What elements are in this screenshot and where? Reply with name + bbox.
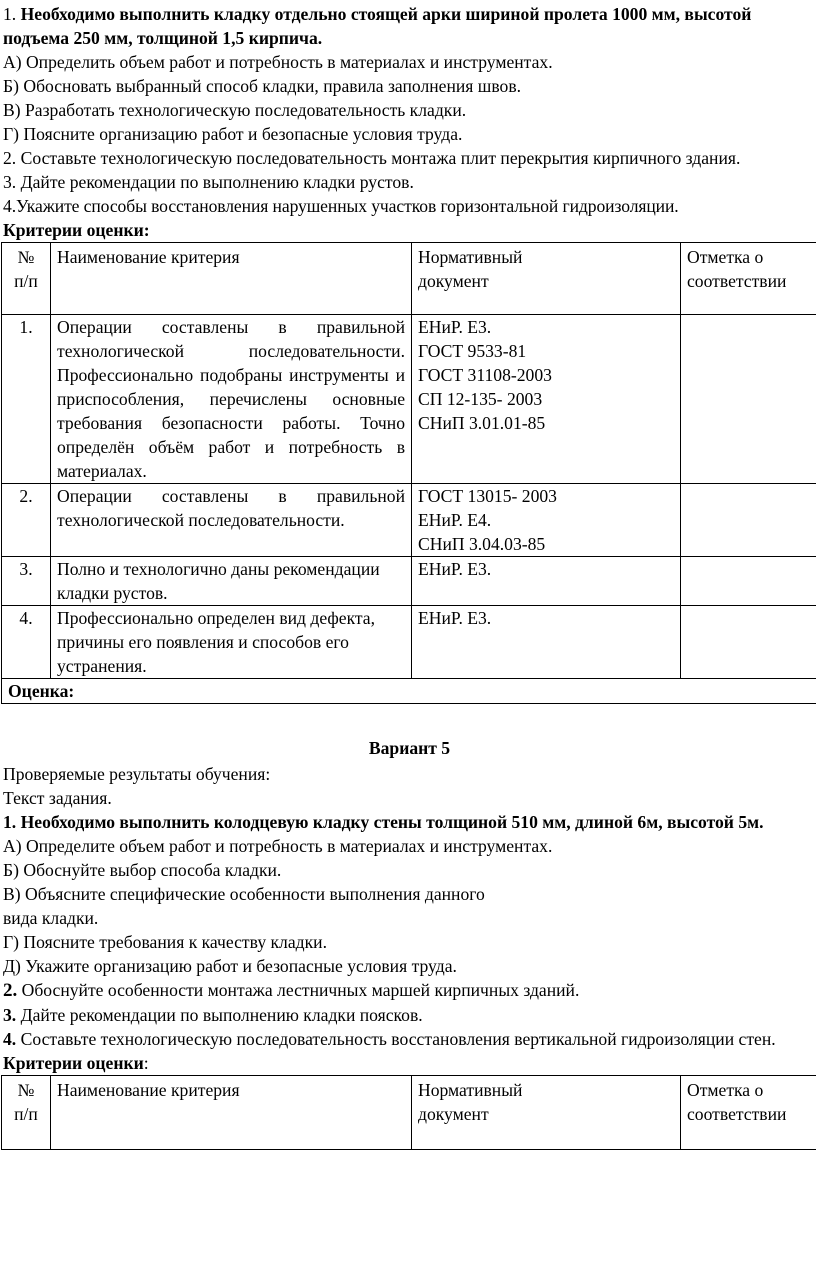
v5-task-1-item-b: Б) Обоснуйте выбор способа кладки.: [3, 860, 282, 880]
v5-task-4-text: Составьте технологическую последовательность восстановления вертикальной гидроизоляции стен.: [16, 1029, 776, 1049]
v5-task-1-item-e: Д) Укажите организацию работ и безопасные условия труда.: [3, 956, 457, 976]
v5-task-2-number: 2.: [3, 980, 18, 1001]
v5-task-1-item-c-cont: вида кладки.: [3, 908, 99, 928]
v5-criteria-title-text: Критерии оценки: [3, 1053, 144, 1073]
table-row: [2, 315, 816, 484]
v4-task-1-item-a: А) Определить объем работ и потребность в материалах и инструментах.: [3, 52, 553, 72]
v4-task-2: 2. Составьте технологическую последовательность монтажа плит перекрытия кирпичного здания.: [3, 148, 741, 168]
v4-grade-label: Оценка:: [2, 679, 816, 704]
v4-header-doc: Нормативный документ: [412, 243, 681, 315]
v4-header-name: Наименование критерия: [51, 243, 412, 315]
spacer: [0, 704, 816, 736]
v5-header-doc: Нормативный документ: [412, 1076, 681, 1150]
row-mark-cell: [681, 557, 816, 606]
table-row: [2, 557, 816, 606]
row-number: 3.: [2, 557, 51, 606]
row-documents: ГОСТ 13015- 2003 ЕНиР. Е4. СНиП 3.04.03-85: [412, 484, 681, 557]
v5-task-3-number: 3.: [3, 1005, 17, 1025]
v5-task-1: 1. Необходимо выполнить колодцевую кладку стены толщиной 510 мм, длиной 6м, высотой 5м.: [3, 812, 764, 832]
table-row: [2, 484, 816, 557]
v5-task-4: [0, 1027, 816, 1051]
v4-grade-row: [2, 679, 816, 704]
row-criterion: Профессионально определен вид дефекта, причины его появления и способов его устранения.: [51, 606, 412, 679]
v5-header-num: № п/п: [2, 1076, 51, 1150]
v5-task-text-line: Текст задания.: [3, 788, 112, 808]
v5-task-3-text: Дайте рекомендации по выполнению кладки поясков.: [16, 1005, 423, 1025]
v5-task-3: [0, 1003, 816, 1027]
v5-header-mark: Отметка о соответствии: [681, 1076, 816, 1150]
table-row: [2, 606, 816, 679]
v4-criteria-title: Критерии оценки:: [3, 220, 150, 240]
row-mark-cell: [681, 606, 816, 679]
v5-criteria-table: [1, 1075, 816, 1150]
row-number: 2.: [2, 484, 51, 557]
row-number: 4.: [2, 606, 51, 679]
row-criterion: Полно и технологично даны рекомендации кладки рустов.: [51, 557, 412, 606]
v5-criteria-title: [0, 1051, 816, 1075]
v4-task-3: 3. Дайте рекомендации по выполнению кладки рустов.: [3, 172, 414, 192]
row-documents: ЕНиР. Е3. ГОСТ 9533-81 ГОСТ 31108-2003 СП 12-135- 2003 СНиП 3.01.01-85: [412, 315, 681, 484]
v4-task-1: [0, 0, 816, 50]
row-criterion: Операции составлены в правильной технологической последовательности.: [51, 484, 412, 557]
row-mark-cell: [681, 484, 816, 557]
v4-header-num: № п/п: [2, 243, 51, 315]
v5-results-line: Проверяемые результаты обучения:: [3, 764, 271, 784]
row-mark-cell: [681, 315, 816, 484]
row-documents: ЕНиР. Е3.: [412, 606, 681, 679]
v4-task-1-item-c: В) Разработать технологическую последовательность кладки.: [3, 100, 467, 120]
v4-header-mark: Отметка о соответствии: [681, 243, 816, 315]
v4-task-1-item-b: Б) Обосновать выбранный способ кладки, правила заполнения швов.: [3, 76, 522, 96]
row-number: 1.: [2, 315, 51, 484]
v5-task-2-text: Обоснуйте особенности монтажа лестничных маршей кирпичных зданий.: [17, 980, 580, 1000]
v5-title: Вариант 5: [368, 738, 451, 758]
v4-table-header-row: [2, 243, 816, 315]
v4-task-1-number: 1.: [3, 4, 17, 24]
v4-task-4: 4.Укажите способы восстановления нарушенных участков горизонтальной гидроизоляции.: [3, 196, 679, 216]
v5-table-header-row: [2, 1076, 816, 1150]
v5-header-name: Наименование критерия: [51, 1076, 412, 1150]
v4-task-1-item-d: Г) Поясните организацию работ и безопасные условия труда.: [3, 124, 463, 144]
v5-task-1-item-a: А) Определите объем работ и потребность в материалах и инструментах.: [3, 836, 553, 856]
v5-task-1-item-c: В) Объясните специфические особенности выполнения данного: [3, 884, 485, 904]
row-criterion: Операции составлены в правильной технологической последовательности. Профессионально подобраны инструменты и приспособления, перечислены основные требования безопасности работы. Точно определён объём работ и потребность в материалах.: [51, 315, 412, 484]
v5-task-4-number: 4.: [3, 1029, 17, 1049]
v5-task-1-item-d: Г) Поясните требования к качеству кладки.: [3, 932, 327, 952]
v5-task-2: [0, 978, 816, 1003]
v4-criteria-table: [1, 242, 816, 704]
row-documents: ЕНиР. Е3.: [412, 557, 681, 606]
v5-criteria-colon: :: [143, 1053, 149, 1073]
v4-task-1-text: Необходимо выполнить кладку отдельно стоящей арки шириной пролета 1000 мм, высотой подъема 250 мм, толщиной 1,5 кирпича.: [3, 4, 752, 48]
